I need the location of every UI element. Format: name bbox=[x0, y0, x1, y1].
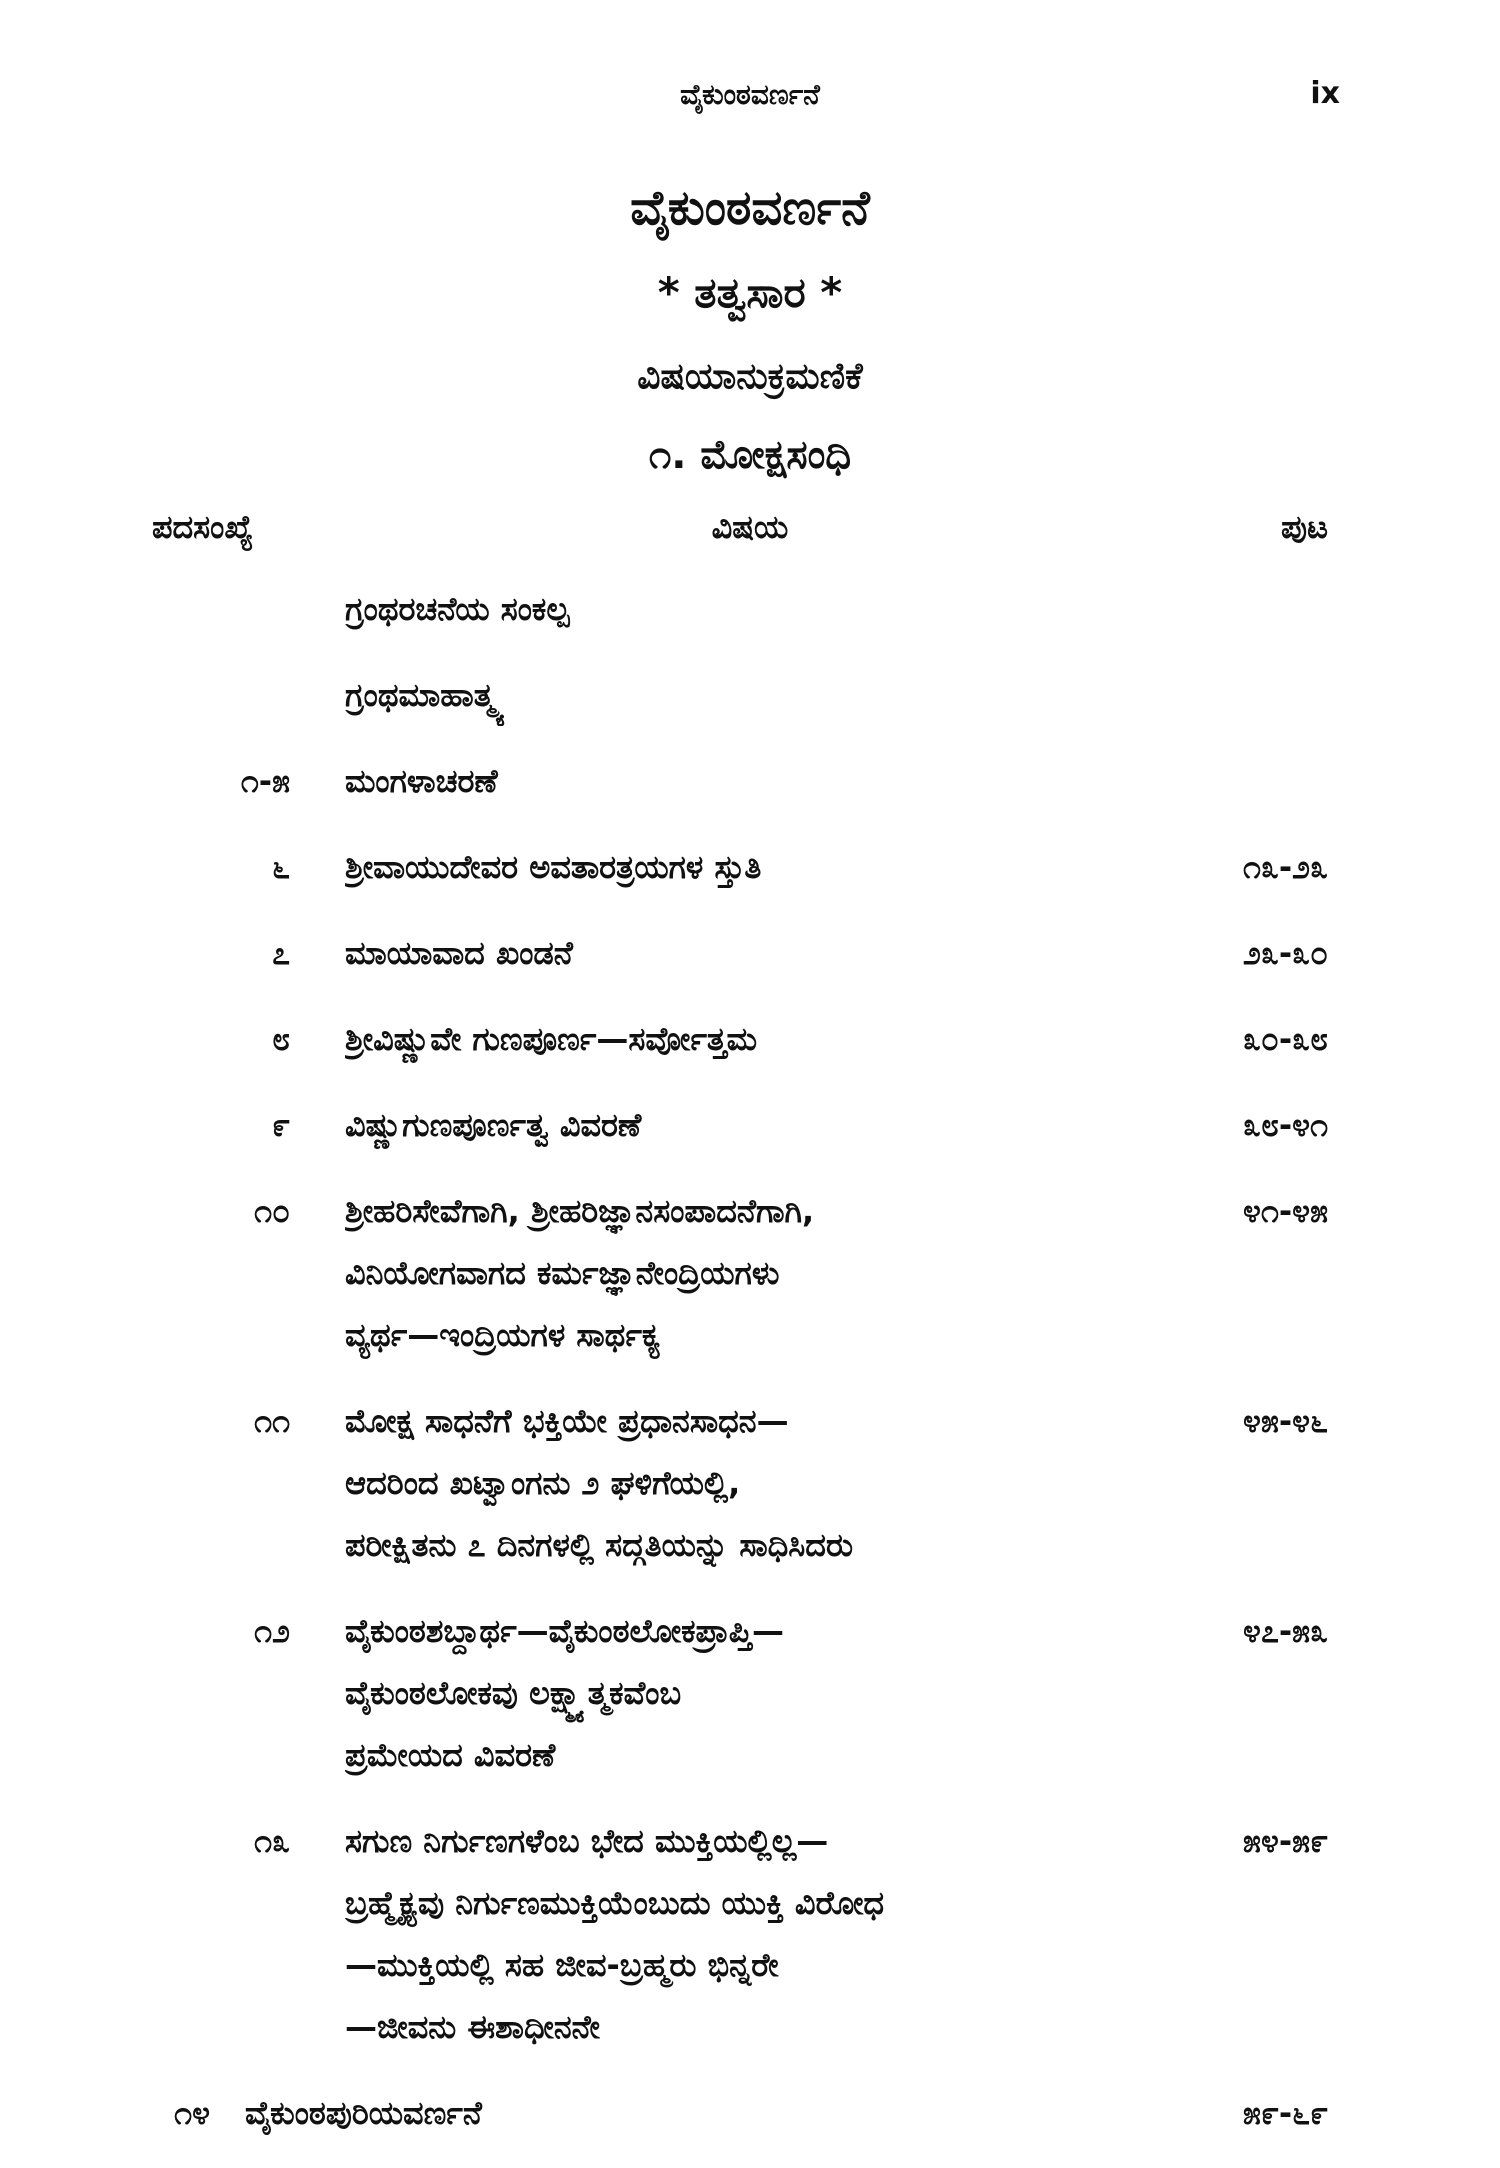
toc-entry bbox=[0, 1810, 1500, 2058]
toc-entry-page-range: ೨೩-೩೦ bbox=[1243, 934, 1328, 972]
toc-entry-verse-number: ೬ bbox=[272, 848, 290, 886]
toc-entry-subject-line: ಮೋಕ್ಷ ಸಾಧನೆಗೆ ಭಕ್ತಿಯೇ ಪ್ರಧಾನಸಾಧನ— bbox=[345, 1402, 789, 1440]
toc-entry-subject-line: ವೈಕುಂಠಲೋಕವು ಲಕ್ಷ್ಮ್ಯಾತ್ಮಕವೆಂಬ bbox=[345, 1674, 682, 1712]
toc-entry-subject bbox=[345, 750, 1175, 812]
toc-entry-subject-line: ಬ್ರಹ್ಮೈಕ್ಯವು ನಿರ್ಗುಣಮುಕ್ತಿಯೆಂಬುದು ಯುಕ್ತಿ ವಿರೋಧ bbox=[345, 1884, 885, 1922]
column-header-subject: ವಿಷಯ bbox=[711, 508, 789, 546]
toc-entry-page-range: ೫೪-೫೯ bbox=[1243, 1822, 1328, 1860]
toc-entry bbox=[0, 578, 1500, 640]
toc-entry-verse-number: ೧೧ bbox=[254, 1402, 290, 1440]
toc-entry-subject-line: ಗ್ರಂಥರಚನೆಯ ಸಂಕಲ್ಪ bbox=[345, 590, 570, 628]
toc-entry bbox=[0, 836, 1500, 898]
toc-entry-page-range: ೧೩-೨೩ bbox=[1243, 848, 1328, 886]
toc-entry-page-range: ೪೭-೫೩ bbox=[1243, 1612, 1328, 1650]
toc-entry-subject-line: ವೈಕುಂಠಪುರಿಯವರ್ಣನೆ bbox=[245, 2094, 482, 2132]
toc-entry-page-range: ೩೦-೩೮ bbox=[1243, 1020, 1328, 1058]
toc-entry-page-range: ೩೮-೪೧ bbox=[1243, 1106, 1328, 1144]
section-heading: ೧. ಮೋಕ್ಷಸಂಧಿ bbox=[648, 432, 852, 478]
toc-entry-subject-line: ಪ್ರಮೇಯದ ವಿವರಣೆ bbox=[345, 1736, 556, 1774]
running-header-title: ವೈಕುಂಠವರ್ಣನೆ bbox=[680, 78, 820, 111]
toc-entry-verse-number: ೧-೫ bbox=[240, 762, 290, 800]
toc-entry-subject-line: ವಿನಿಯೋಗವಾಗದ ಕರ್ಮಜ್ಞಾನೇಂದ್ರಿಯಗಳು bbox=[345, 1254, 780, 1292]
toc-entry-subject-line: ಮಾಯಾವಾದ ಖಂಡನೆ bbox=[345, 934, 573, 972]
toc-entry bbox=[0, 1094, 1500, 1156]
page-number: ix bbox=[1310, 76, 1340, 111]
toc-entry-verse-number: ೯ bbox=[272, 1106, 290, 1144]
toc-entry-page-range: ೪೧-೪೫ bbox=[1243, 1192, 1328, 1230]
toc-entry-subject bbox=[345, 664, 1175, 726]
toc-entry-subject bbox=[345, 1600, 1175, 1786]
toc-entry-verse-number: ೧೪ bbox=[174, 2094, 210, 2132]
toc-entry-subject-line: —ಜೀವನು ಈಶಾಧೀನನೇ bbox=[345, 2008, 600, 2046]
column-header-page: ಪುಟ bbox=[1281, 508, 1328, 546]
page-subtitle: * ತತ್ವಸಾರ * bbox=[657, 268, 843, 317]
toc-entry-subject-line: ಮಂಗಳಾಚರಣೆ bbox=[345, 762, 498, 800]
toc-entry-page-range: ೪೫-೪೬ bbox=[1243, 1402, 1328, 1440]
toc-entry-subject bbox=[345, 1810, 1175, 2058]
toc-entry-subject-line: ವ್ಯರ್ಥ—ಇಂದ್ರಿಯಗಳ ಸಾರ್ಥಕ್ಯ bbox=[345, 1316, 661, 1354]
toc-entry-subject-line: ವಿಷ್ಣುಗುಣಪೂರ್ಣತ್ವ ವಿವರಣೆ bbox=[345, 1106, 642, 1144]
toc-entry-verse-number: ೧೩ bbox=[254, 1822, 290, 1860]
toc-entry-subject bbox=[345, 922, 1175, 984]
toc-entry-verse-number: ೮ bbox=[272, 1020, 290, 1058]
toc-entry-subject bbox=[345, 1008, 1175, 1070]
toc-entry-subject-line: ಸಗುಣ ನಿರ್ಗುಣಗಳೆಂಬ ಭೇದ ಮುಕ್ತಿಯಲ್ಲಿಲ್ಲ— bbox=[345, 1822, 829, 1860]
toc-entry-subject-line: —ಮುಕ್ತಿಯಲ್ಲಿ ಸಹ ಜೀವ-ಬ್ರಹ್ಮರು ಭಿನ್ನರೇ bbox=[345, 1946, 779, 1984]
page-title: ವೈಕುಂಠವರ್ಣನೆ bbox=[630, 180, 870, 236]
toc-entry-subject bbox=[345, 836, 1175, 898]
toc-entry-subject-line: ಆದರಿಂದ ಖಟ್ವಾಂಗನು ೨ ಘಳಿಗೆಯಲ್ಲಿ, bbox=[345, 1464, 741, 1502]
toc-entry bbox=[0, 664, 1500, 726]
toc-entry bbox=[0, 750, 1500, 812]
toc-entry-subject-line: ಪರೀಕ್ಷಿತನು ೭ ದಿನಗಳಲ್ಲಿ ಸದ್ಗತಿಯನ್ನು ಸಾಧಿಸಿದರು bbox=[345, 1526, 854, 1564]
column-header-verse-number: ಪದಸಂಖ್ಯೆ bbox=[152, 508, 254, 546]
toc-entry-page-range: ೫೯-೬೯ bbox=[1243, 2094, 1328, 2132]
toc-entry-subject-line: ವೈಕುಂಠಶಬ್ದಾರ್ಥ—ವೈಕುಂಠಲೋಕಪ್ರಾಪ್ತಿ— bbox=[345, 1612, 785, 1650]
toc-entry-subject bbox=[245, 2082, 1075, 2144]
toc-entry-verse-number: ೧೨ bbox=[254, 1612, 290, 1650]
toc-entry bbox=[0, 922, 1500, 984]
toc-entry-subject-line: ಶ್ರೀವಾಯುದೇವರ ಅವತಾರತ್ರಯಗಳ ಸ್ತುತಿ bbox=[345, 848, 762, 886]
index-heading: ವಿಷಯಾನುಕ್ರಮಣಿಕೆ bbox=[637, 356, 863, 397]
toc-entry bbox=[0, 2082, 1500, 2144]
toc-entry-subject bbox=[345, 578, 1175, 640]
toc-entry-subject-line: ಶ್ರೀವಿಷ್ಣುವೇ ಗುಣಪೂರ್ಣ—ಸರ್ವೋತ್ತಮ bbox=[345, 1020, 758, 1058]
toc-entry-verse-number: ೧೦ bbox=[254, 1192, 290, 1230]
toc-entry-subject-line: ಶ್ರೀಹರಿಸೇವೆಗಾಗಿ, ಶ್ರೀಹರಿಜ್ಞಾನಸಂಪಾದನೆಗಾಗಿ, bbox=[345, 1192, 815, 1230]
toc-entry bbox=[0, 1390, 1500, 1576]
table-of-contents bbox=[0, 578, 1500, 2168]
toc-entry-subject bbox=[345, 1390, 1175, 1576]
toc-entry-subject-line: ಗ್ರಂಥಮಾಹಾತ್ಮ್ಯ bbox=[345, 676, 501, 714]
toc-entry-subject bbox=[345, 1180, 1175, 1366]
toc-entry bbox=[0, 1008, 1500, 1070]
toc-entry-verse-number: ೭ bbox=[272, 934, 290, 972]
toc-entry bbox=[0, 1600, 1500, 1786]
toc-entry-subject bbox=[345, 1094, 1175, 1156]
toc-entry bbox=[0, 1180, 1500, 1366]
